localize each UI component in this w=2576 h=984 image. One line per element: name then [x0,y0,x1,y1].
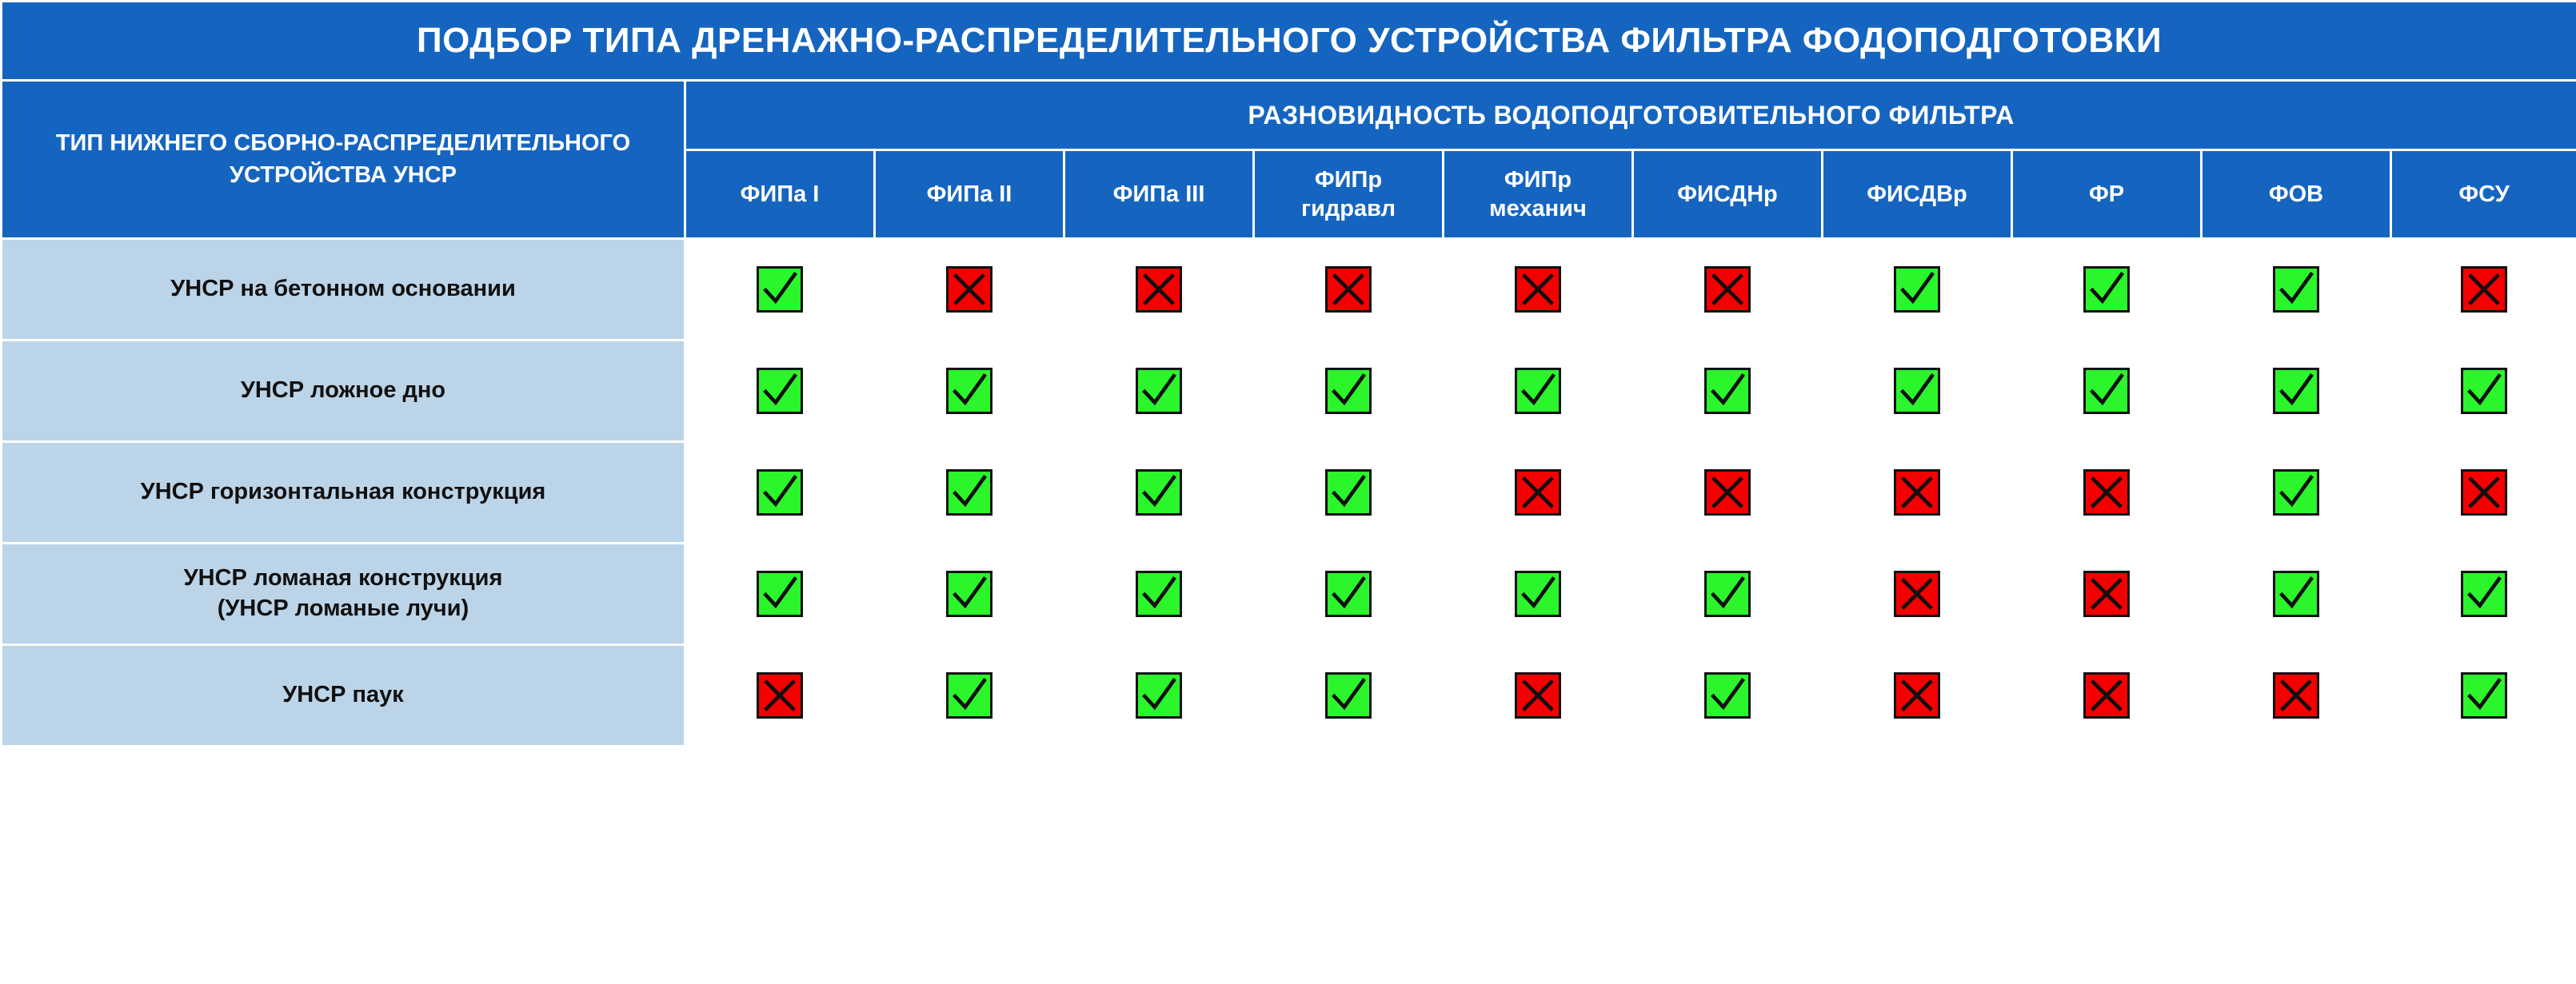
cell [875,239,1064,341]
cell [1823,544,2012,645]
cell [1823,442,2012,544]
row-label: УНСР на бетонном основании [2,239,685,341]
header-left-label: ТИП НИЖНЕГО СБОРНО-РАСПРЕДЕЛИТЕЛЬНОГО УСТРОЙСТВА УНСР [2,81,685,239]
row-label: УНСР ложное дно [2,341,685,442]
cell [1444,341,1633,442]
cell [1444,544,1633,645]
cell [1254,544,1444,645]
cross-mark-icon [2083,469,2130,516]
check-mark-icon [1136,368,1182,414]
column-header-fisdvr: ФИСДВр [1823,150,2012,239]
check-mark-icon [946,368,992,414]
cell [1254,645,1444,747]
cell [2202,645,2391,747]
column-header-fipr-gidravl: ФИПр гидравл [1254,150,1444,239]
cross-mark-icon [1515,469,1561,516]
cell [2202,442,2391,544]
column-header-fipa-1: ФИПа I [685,150,875,239]
cell [875,442,1064,544]
cell [2202,341,2391,442]
column-header-fipr-mehanich: ФИПр механич [1444,150,1633,239]
cell [1064,341,1254,442]
cross-mark-icon [946,266,992,313]
column-header-fipa-3: ФИПа III [1064,150,1254,239]
check-mark-icon [2461,368,2507,414]
cell [1064,239,1254,341]
cell [1633,544,1823,645]
title-row [2,2,2576,81]
cell [685,544,875,645]
column-header-fipa-2: ФИПа II [875,150,1064,239]
cell [875,544,1064,645]
check-mark-icon [946,672,992,719]
cell [2012,442,2202,544]
cell [1633,239,1823,341]
check-mark-icon [757,368,803,414]
cross-mark-icon [1894,571,1940,617]
header-row-top [2,81,2576,150]
cell [1444,442,1633,544]
cross-mark-icon [1704,469,1751,516]
cell [2391,442,2576,544]
cell [2012,645,2202,747]
cell [1444,645,1633,747]
table-row [2,341,2576,442]
check-mark-icon [757,571,803,617]
check-mark-icon [1515,368,1561,414]
check-mark-icon [1704,368,1751,414]
check-mark-icon [2273,266,2319,313]
column-header-fsu: ФСУ [2391,150,2576,239]
cell [2391,341,2576,442]
check-mark-icon [1325,571,1372,617]
cell [1064,442,1254,544]
cell [1254,341,1444,442]
check-mark-icon [1894,266,1940,313]
cross-mark-icon [1894,469,1940,516]
cell [1823,239,2012,341]
check-mark-icon [2461,672,2507,719]
cell [1633,645,1823,747]
column-header-fr: ФР [2012,150,2202,239]
cross-mark-icon [1325,266,1372,313]
cell [2202,544,2391,645]
cross-mark-icon [1894,672,1940,719]
cross-mark-icon [2461,469,2507,516]
cross-mark-icon [2273,672,2319,719]
cross-mark-icon [1515,672,1561,719]
check-mark-icon [1325,469,1372,516]
cell [1064,544,1254,645]
check-mark-icon [1704,571,1751,617]
cell [1633,341,1823,442]
cell [685,442,875,544]
check-mark-icon [2461,571,2507,617]
check-mark-icon [1704,672,1751,719]
row-label: УНСР паук [2,645,685,747]
cell [2391,544,2576,645]
cell [2012,544,2202,645]
cell [1823,645,2012,747]
cell [2391,645,2576,747]
check-mark-icon [2273,571,2319,617]
table-row [2,645,2576,747]
check-mark-icon [2083,266,2130,313]
cell [685,645,875,747]
cell [2391,239,2576,341]
table-row [2,544,2576,645]
check-mark-icon [757,469,803,516]
check-mark-icon [1894,368,1940,414]
check-mark-icon [757,266,803,313]
cross-mark-icon [1704,266,1751,313]
cell [875,645,1064,747]
row-label: УНСР горизонтальная конструкция [2,442,685,544]
cell [1633,442,1823,544]
cell [1254,239,1444,341]
cell [2012,341,2202,442]
check-mark-icon [946,571,992,617]
check-mark-icon [1136,672,1182,719]
cross-mark-icon [2461,266,2507,313]
column-header-fisdnr: ФИСДНр [1633,150,1823,239]
table-row [2,442,2576,544]
column-header-fov: ФОВ [2202,150,2391,239]
check-mark-icon [1136,571,1182,617]
cell [1254,442,1444,544]
page-title: ПОДБОР ТИПА ДРЕНАЖНО-РАСПРЕДЕЛИТЕЛЬНОГО УСТРОЙСТВА ФИЛЬТРА ФОДОПОДГОТОВКИ [2,2,2576,81]
check-mark-icon [1136,469,1182,516]
check-mark-icon [946,469,992,516]
cross-mark-icon [1515,266,1561,313]
cross-mark-icon [757,672,803,719]
header-group-label: РАЗНОВИДНОСТЬ ВОДОПОДГОТОВИТЕЛЬНОГО ФИЛЬТРА [685,81,2576,150]
row-label: УНСР ломаная конструкция (УНСР ломаные лучи) [2,544,685,645]
check-mark-icon [2273,368,2319,414]
check-mark-icon [2273,469,2319,516]
cell [875,341,1064,442]
cross-mark-icon [1136,266,1182,313]
cell [1823,341,2012,442]
check-mark-icon [1325,672,1372,719]
check-mark-icon [1325,368,1372,414]
check-mark-icon [1515,571,1561,617]
table-row [2,239,2576,341]
cell [685,341,875,442]
check-mark-icon [2083,368,2130,414]
cell [1064,645,1254,747]
cross-mark-icon [2083,672,2130,719]
cell [2202,239,2391,341]
cell [685,239,875,341]
cross-mark-icon [2083,571,2130,617]
cell [2012,239,2202,341]
cell [1444,239,1633,341]
